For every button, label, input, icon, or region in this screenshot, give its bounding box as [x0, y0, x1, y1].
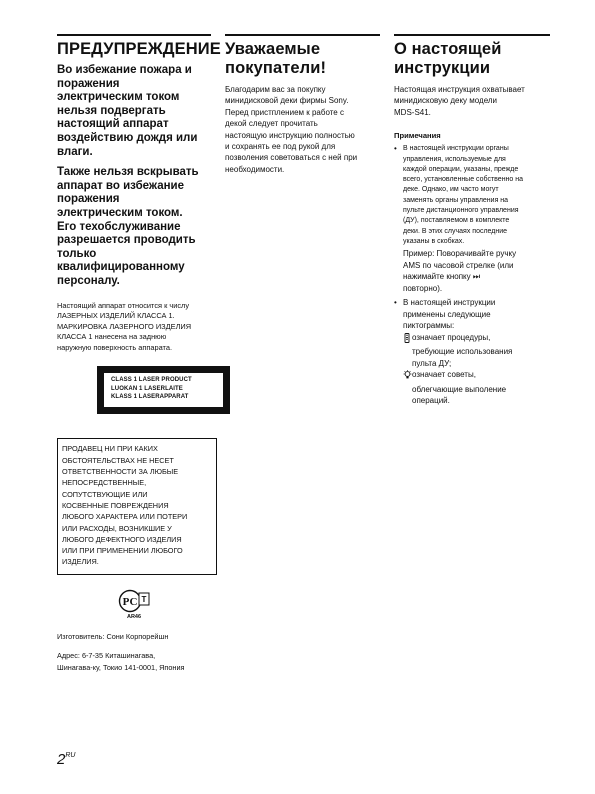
customers-title: Уважаемые покупатели!	[225, 40, 327, 77]
column-rule	[225, 34, 380, 36]
list-item: • В настоящей инструкции применены следующие пиктограммы: означает процедуры, требующие использования пульта ДУ; означает советы, облегчающие выполение операций.	[394, 297, 550, 407]
remote-icon-legend: означает процедуры,	[403, 332, 550, 347]
svg-text:РС: РС	[122, 595, 138, 608]
example-text: Пример: Поворачивайте ручку AMS по часовой стрелке (или нажимайте кнопку ⏭ повторно).	[403, 249, 517, 293]
notes-list	[394, 144, 550, 406]
column-warning	[57, 34, 221, 674]
page-language: RU	[65, 752, 76, 759]
column-rule	[394, 34, 550, 36]
svg-text:Т: Т	[141, 594, 147, 604]
tip-icon-legend: означает советы,	[403, 369, 550, 384]
notes-heading: Примечания	[394, 131, 441, 141]
customers-body: Благодарим вас за покупку минидисковой деки фирмы Sony. Перед пристплением к работе с декой следует прочитать настоящую инструкцию полностью и сохранять ее под рукой для позволения советоваться с ней при необходимости.	[225, 85, 358, 174]
about-manual-title: О настоящей инструкции	[394, 40, 502, 77]
column-about-manual	[394, 34, 550, 407]
laser-class-text: Настоящий аппарат относится к числу ЛАЗЕРНЫХ ИЗДЕЛИЙ КЛАССА 1. МАРКИРОВКА ЛАЗЕРНОГО ИЗДЕЛИЯ КЛАССА 1 нанесена на заднюю наружную поверхность аппарата.	[57, 300, 192, 352]
warning-paragraph-2: Также нельзя вскрывать аппарат во избежание поражения электрическим током. Его техобслуживание разрешается проводить только квалифицированному персоналу.	[57, 166, 199, 287]
gost-certification-icon	[117, 589, 151, 613]
certification-mark	[117, 589, 151, 620]
laser-label	[97, 366, 230, 414]
bullet-icon: •	[394, 144, 397, 154]
warning-paragraph-1: Во избежание пожара и поражения электрическим током нельзя подвергать настоящий аппарат воздействию дождя или влаги.	[57, 64, 198, 158]
manufacturer: Изготовитель: Сони Корпорейшн	[57, 631, 169, 641]
manufacturer-address: Адрес: 6-7-35 Киташинагава, Шинагава-ку, Токио 141-0001, Япония	[57, 650, 185, 672]
column-rule	[57, 34, 211, 36]
remote-control-icon	[403, 333, 412, 347]
laser-label-line: CLASS 1 LASER PRODUCT	[111, 377, 192, 384]
laser-label-line: KLASS 1 LASERAPPARAT	[111, 394, 189, 401]
disclaimer-box: ПРОДАВЕЦ НИ ПРИ КАКИХ ОБСТОЯТЕЛЬСТВАХ НЕ НЕСЕТ ОТВЕТСТВЕННОСТИ ЗА ЛЮБЫЕ НЕПОСРЕДСТВЕННЫЕ, СОПУТСТВУЮЩИЕ ИЛИ КОСВЕННЫЕ ПОВРЕЖДЕНИЯ ЛЮБОГО ХАРАКТЕРА ИЛИ ПОТЕРИ ИЛИ РАСХОДЫ, ВОЗНИКШИЕ У ЛЮБОГО ДЕФЕКТНОГО ИЗДЕЛИЯ ИЛИ ПРИ ПРИМЕНЕНИИ ЛЮБОГО ИЗДЕЛИЯ.	[57, 438, 217, 574]
laser-label-line: LUOKAN 1 LASERLAITE	[111, 385, 183, 392]
lightbulb-icon	[403, 370, 412, 384]
page-number: $2^{RU}$	[57, 751, 76, 768]
bullet-icon: •	[394, 298, 397, 308]
about-manual-intro: Настоящая инструкция охватывает минидисковую деку модели MDS-S41.	[394, 85, 525, 117]
list-item: • В настоящей инструкции органы управления, используемые для каждой операции, указаны, прежде всего, установленные собственно на деке. Однако, им часто могут заменять органы управления на пульте дистанционного управления (ДУ), поставляемом в комплекте деки. В этих случаях последние указаны в скобках. Пример: Поворачивайте ручку AMS по часовой стрелке (или нажимайте кнопку ⏭ повторно).	[394, 144, 550, 294]
certification-code: AR46	[126, 613, 142, 620]
column-customers	[225, 34, 380, 175]
warning-title: ПРЕДУПРЕЖДЕНИЕ	[57, 40, 221, 58]
